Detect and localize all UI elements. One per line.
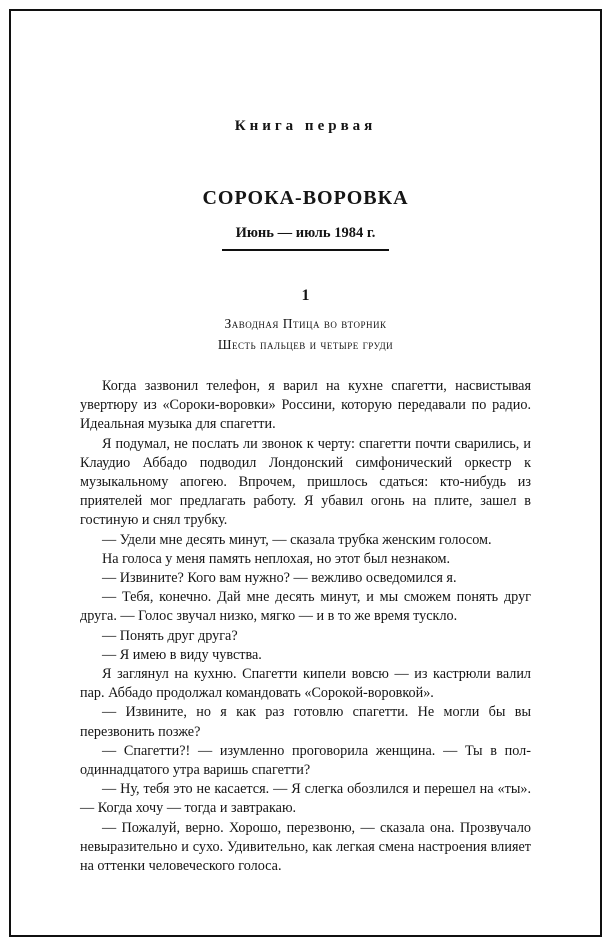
paragraph: — Понять друг друга? bbox=[102, 627, 238, 644]
paragraph: — Тебя, конечно. Дай мне десять минут, и мы сможем понять друг друга. — Голос звучал низко, мягко — и в то же время тускло. bbox=[80, 589, 531, 625]
book-part-heading: Книга первая bbox=[234, 118, 377, 134]
chapter-subtitle-line-1: Заводная Птица во вторник bbox=[224, 316, 387, 331]
paragraph: — Удели мне десять минут, — сказала трубка женским голосом. bbox=[102, 531, 492, 548]
paragraph: — Извините, но я как раз готовлю спагетти. Не могли бы вы перезвонить позже? bbox=[80, 704, 531, 740]
paragraph: Я подумал, не послать ли звонок к черту: спагетти почти сварились, и Клаудио Аббадо подводил Лондонский симфонический оркестр к музыкальному апогею. Впрочем, пришлось сдаться: кто-нибудь из приятелей мог предлагать работу. Я убавил огонь на плите, зашел в гостиную и снял трубку. bbox=[80, 435, 531, 529]
chapter-subtitle bbox=[80, 313, 531, 355]
date-subtitle: Июнь — июль 1984 г. bbox=[222, 225, 390, 251]
paragraph: — Извините? Кого вам нужно? — вежливо осведомился я. bbox=[102, 570, 457, 587]
page-content bbox=[80, 11, 531, 935]
chapter-subtitle-line-2: Шесть пальцев и четыре груди bbox=[217, 337, 394, 352]
body-text bbox=[80, 377, 531, 876]
paragraph: — Пожалуй, верно. Хорошо, перезвоню, — сказала она. Прозвучало невыразительно и сухо. Удивительно, как легкая смена настроения влияет на оттенки человеческого голоса. bbox=[80, 819, 531, 875]
paragraph: Когда зазвонил телефон, я варил на кухне спагетти, насвистывая увертюру из «Сороки-воровки» Россини, которую передавали по радио. Идеальная музыка для спагетти. bbox=[80, 378, 531, 433]
paragraph: — Спагетти?! — изумленно проговорила женщина. — Ты в пол-одиннадцатого утра варишь спагетти? bbox=[80, 742, 531, 779]
page-border-frame bbox=[9, 9, 602, 937]
paragraph: — Я имею в виду чувства. bbox=[102, 646, 262, 663]
paragraph: Я заглянул на кухню. Спагетти кипели вовсю — из кастрюли валил пар. Аббадо продолжал командовать «Сорокой-воровкой». bbox=[80, 666, 531, 702]
paragraph: — Ну, тебя это не касается. — Я слегка обозлился и перешел на «ты». — Когда хочу — тогда и завтракаю. bbox=[80, 781, 531, 817]
chapter-number: 1 bbox=[301, 287, 310, 304]
paragraph: На голоса у меня память неплохая, но этот был незнаком. bbox=[102, 550, 451, 567]
subtitle-container bbox=[80, 224, 531, 251]
page-title: СОРОКА-ВОРОВКА bbox=[202, 187, 409, 209]
